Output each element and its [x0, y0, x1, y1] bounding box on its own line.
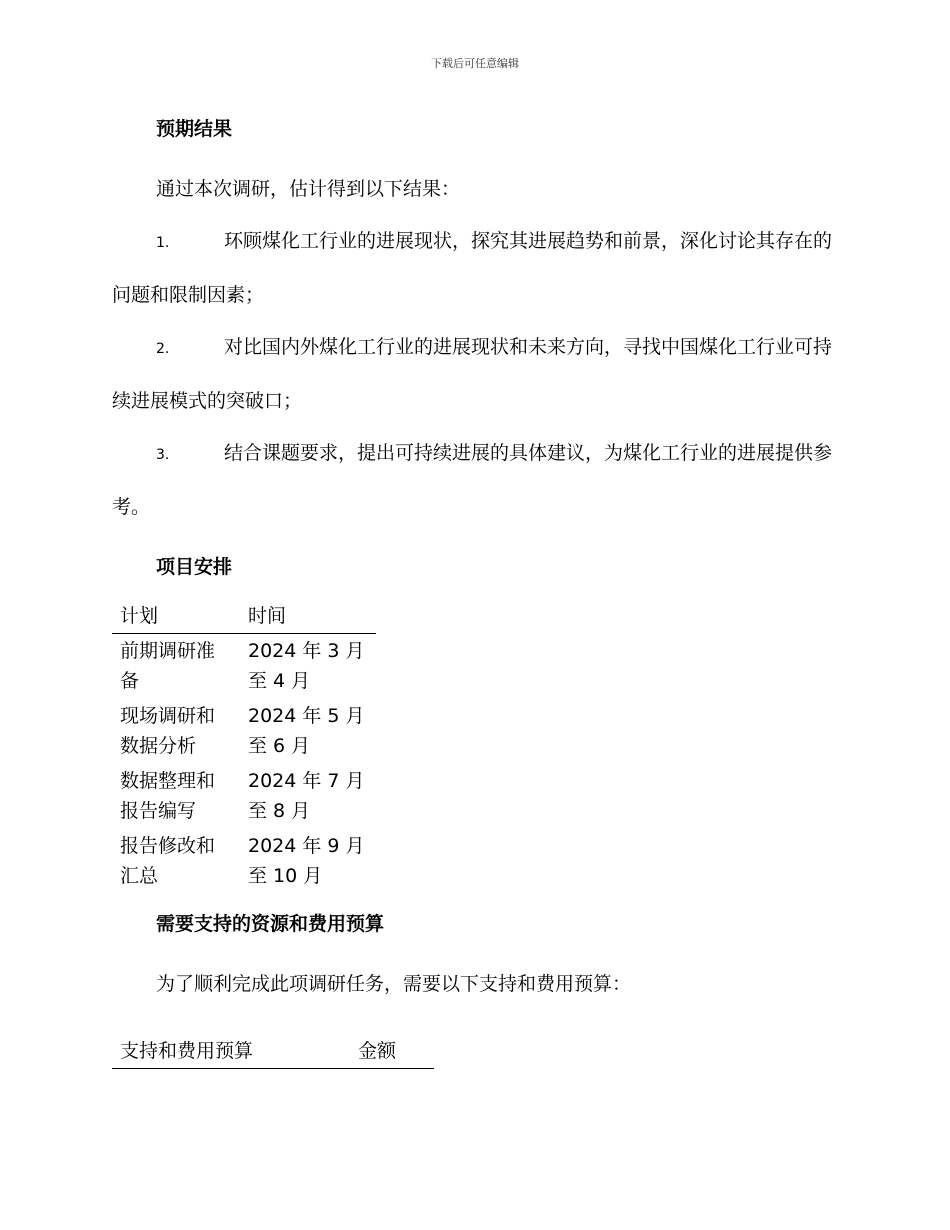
budget-table — [112, 1036, 434, 1069]
list-item-text: 结合课题要求，提出可持续进展的具体建议，为煤化工行业的进展提供参考。 — [112, 442, 833, 518]
table-header-row — [112, 601, 376, 634]
table-row — [112, 699, 376, 764]
list-item-text: 对比国内外煤化工行业的进展现状和未来方向，寻找中国煤化工行业可持续进展模式的突破口； — [112, 336, 833, 412]
section-heading-resources-budget: 需要支持的资源和费用预算 — [156, 913, 385, 935]
plan-cell: 报告修改和汇总 — [120, 835, 216, 887]
time-cell: 2024 年 9 月至 10 月 — [248, 835, 365, 887]
time-cell: 2024 年 3 月至 4 月 — [248, 640, 365, 692]
table-row — [112, 634, 376, 700]
list-item — [112, 321, 832, 427]
section-intro: 为了顺利完成此项调研任务，需要以下支持和费用预算： — [156, 973, 632, 995]
column-header-time: 时间 — [240, 601, 376, 634]
page-header: 下载后可任意编辑 — [431, 57, 519, 70]
list-item-text: 环顾煤化工行业的进展现状，探究其进展趋势和前景，深化讨论其存在的问题和限制因素； — [112, 230, 833, 306]
section-intro: 通过本次调研，估计得到以下结果： — [156, 178, 461, 200]
column-header-amount: 金额 — [350, 1036, 434, 1069]
table-header-row — [112, 1036, 434, 1069]
section-heading-expected-results: 预期结果 — [156, 118, 233, 140]
plan-cell: 现场调研和数据分析 — [120, 705, 216, 757]
plan-cell: 前期调研准备 — [120, 640, 216, 692]
column-header-budget-item: 支持和费用预算 — [112, 1036, 350, 1069]
column-header-plan: 计划 — [112, 601, 240, 634]
list-item-number: 1. — [156, 235, 170, 251]
plan-cell: 数据整理和报告编写 — [120, 770, 216, 822]
list-item — [112, 215, 832, 321]
list-item-number: 2. — [156, 341, 170, 357]
list-item — [112, 427, 832, 533]
time-cell: 2024 年 7 月至 8 月 — [248, 770, 365, 822]
list-item-number: 3. — [156, 447, 170, 463]
time-cell: 2024 年 5 月至 6 月 — [248, 705, 365, 757]
schedule-table — [112, 601, 376, 894]
section-heading-project-schedule: 项目安排 — [156, 556, 233, 578]
table-row — [112, 829, 376, 894]
document-body — [112, 115, 832, 1069]
table-row — [112, 764, 376, 829]
